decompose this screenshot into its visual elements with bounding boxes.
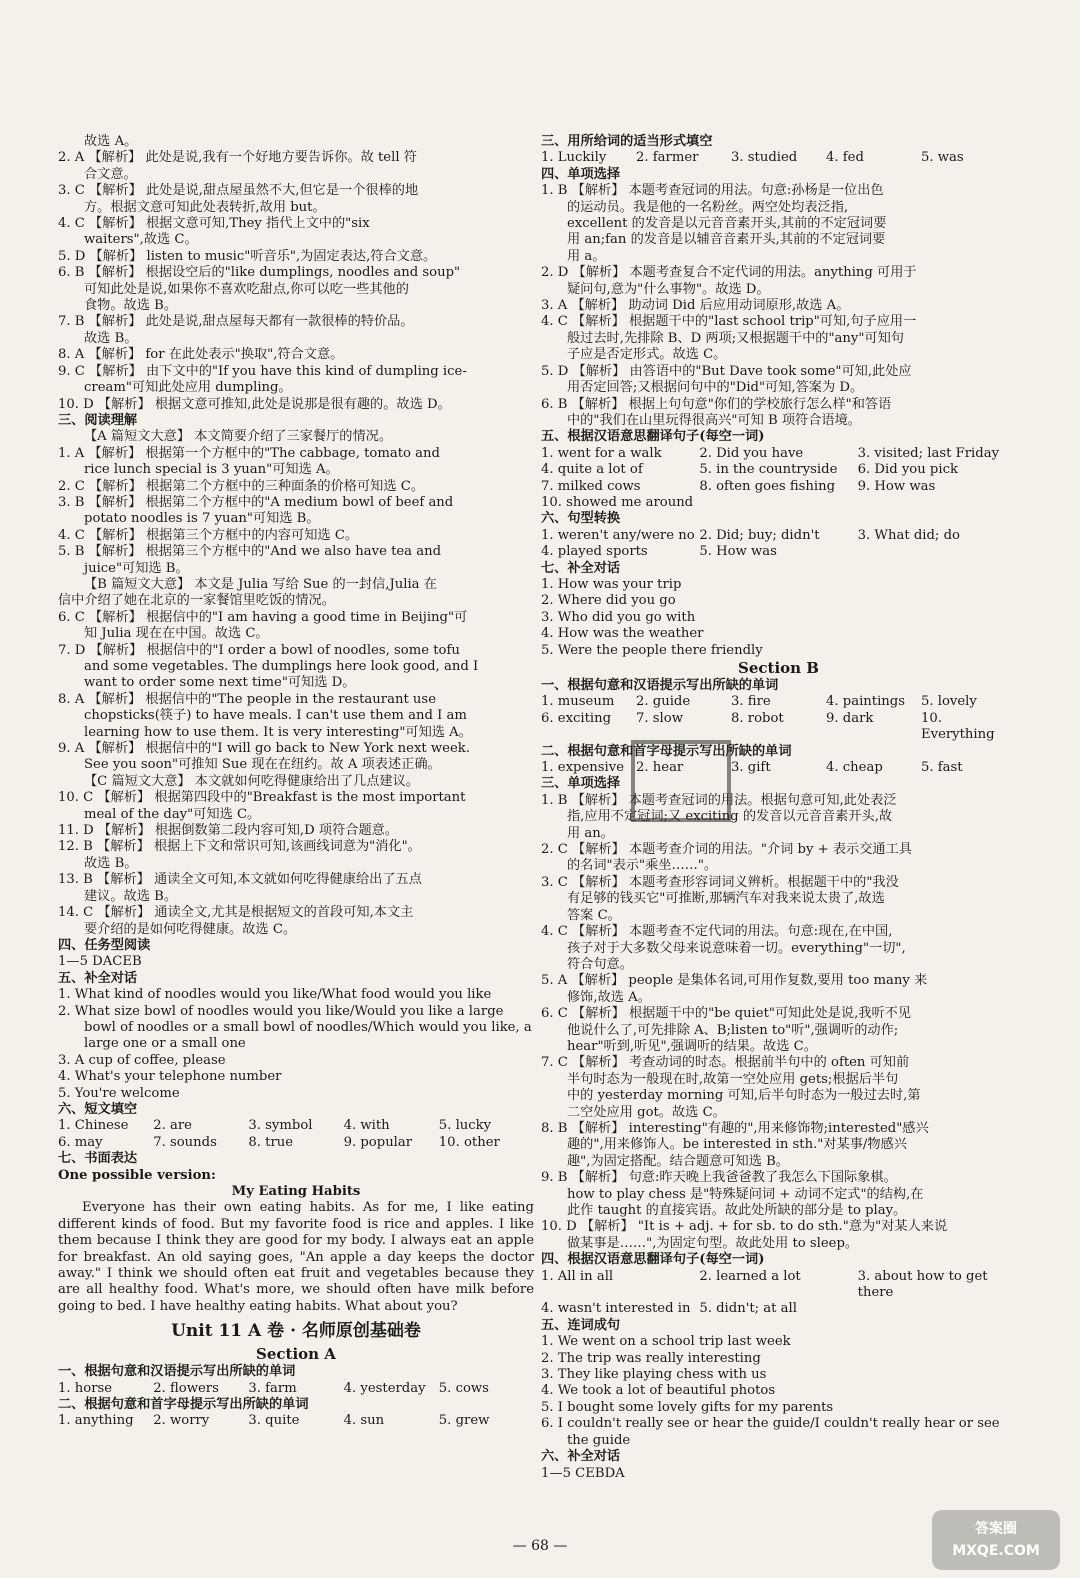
text-line: how to play chess 是"特殊疑问词 + 动词不定式"的结构,在 (567, 1186, 924, 1202)
text-line: 合文意。 (84, 166, 137, 182)
section-heading: 五、根据汉语意思翻译句子(每空一词) (541, 429, 765, 445)
answer: 9. How was (857, 478, 936, 494)
essay-body: Everyone has their own eating habits. As for me, I like eating different kinds of food. But my favorite food is rice and apples. I like them because I think they are good for my body. I always eat an apple for breakfast. An old saying goes, "An apple a day keeps the doctor away." I think we should often eat fruit and vegetables because they are all healthy food. What's more, we should often have milk before going to bed. I have healthy eating habits. What about you? (58, 1200, 534, 1314)
text-line: 4. C 【解析】 根据题干中的"last school trip"可知,句子应用一 (541, 314, 917, 330)
answer: 4. fed (826, 150, 864, 166)
answer: 7. milked cows (541, 478, 641, 494)
section-heading: 一、根据句意和汉语提示写出所缺的单词 (541, 678, 779, 693)
answer-row (58, 1135, 534, 1151)
text-line: 答案 C。 (567, 907, 621, 923)
section-heading: 六、补全对话 (541, 1449, 621, 1465)
answer-row (541, 462, 1016, 478)
answer: 8. often goes fishing (699, 478, 836, 494)
text-line: rice lunch special is 3 yuan"可知选 A。 (84, 462, 339, 478)
text-line: 【C 篇短文大意】 本文就如何吃得健康给出了几点建议。 (84, 773, 419, 789)
answer: 4. paintings (826, 694, 906, 710)
answer: 5. was (921, 150, 964, 166)
text-line: meal of the day"可知选 C。 (84, 806, 261, 822)
text-line: 2. The trip was really interesting (541, 1350, 761, 1366)
answer: 1. horse (58, 1380, 113, 1396)
text-line: 4. We took a lot of beautiful photos (541, 1383, 776, 1399)
answer: 4. wasn't interested in (541, 1301, 691, 1317)
text-line: 符合句意。 (567, 956, 633, 972)
answer: 3. fire (731, 694, 771, 710)
text-line: 要介绍的是如何吃得健康。故选 C。 (84, 921, 297, 937)
text-line: large one or a small one (84, 1036, 246, 1052)
text-line: excellent 的发音是以元音音素开头,其前的不定冠词要 (567, 216, 887, 232)
unit-title: Unit 11 A 卷 · 名师原创基础卷 (171, 1321, 421, 1342)
answer-row (58, 1413, 534, 1429)
text-line: 5. D 【解析】 listen to music"听音乐",为固定表达,符合文意。 (58, 248, 437, 264)
text-line: potato noodles is 7 yuan"可知选 B。 (84, 511, 320, 527)
text-line: One possible version: (58, 1167, 216, 1183)
text-line: 1—5 DACEB (58, 954, 142, 970)
answer: 4. played sports (541, 544, 648, 560)
answer: 1. anything (58, 1413, 134, 1429)
text-line: 14. C 【解析】 通读全文,尤其是根据短文的首段可知,本文主 (58, 905, 414, 921)
answer: 6. may (58, 1134, 103, 1150)
answer-row (541, 544, 1016, 560)
text-line: 3. They like playing chess with us (541, 1367, 767, 1383)
section-heading: 五、连词成句 (541, 1317, 621, 1333)
section-heading: 一、根据句意和汉语提示写出所缺的单词 (58, 1364, 296, 1380)
answer: 5. in the countryside (699, 462, 838, 478)
answer: 1. Chinese (58, 1118, 129, 1134)
text-line: 10. D 【解析】 根据文意可推知,此处是说那是很有趣的。故选 D。 (58, 396, 451, 412)
text-line: 2. C 【解析】 根据第二个方框中的三种面条的价格可知选 C。 (58, 478, 425, 494)
answer: 5. How was (699, 544, 777, 560)
text-line: 用否定回答;又根据问句中的"Did"可知,答案为 D。 (567, 380, 864, 396)
answer: 5. cows (438, 1380, 489, 1396)
answer: 4. quite a lot of (541, 462, 643, 478)
text-line: 的运动员。我是他的一名粉丝。两空处均表泛指, (567, 199, 849, 215)
text-line: 6. C 【解析】 根据题干中的"be quiet"可知此处是说,我听不见 (541, 1006, 912, 1022)
watermark-logo (932, 1510, 1060, 1570)
text-line: 1. What kind of noodles would you like/What food would you like (58, 987, 492, 1003)
text-line: waiters",故选 C。 (84, 232, 198, 248)
section-heading: 三、用所给词的适当形式填空 (541, 134, 713, 149)
answer: 1. expensive (541, 760, 624, 776)
text-line: 食物。故选 B。 (84, 298, 178, 314)
answer: 1. Luckily (541, 150, 607, 166)
text-line: 5. Were the people there friendly (541, 642, 763, 658)
text-line: 2. D 【解析】 本题考查复合不定代词的用法。anything 可用于 (541, 265, 917, 281)
section-heading: 七、补全对话 (541, 560, 621, 576)
text-line: 有足够的钱买它"可推断,那辆汽车对我来说太贵了,故选 (567, 891, 885, 907)
text-line: 10. D 【解析】 "It is + adj. + for sb. to do sth."意为"对某人来说 (541, 1219, 948, 1235)
text-line: 5. D 【解析】 由答语中的"But Dave took some"可知,此处应 (541, 363, 912, 379)
left-column (58, 134, 534, 1430)
answer: 2. guide (636, 694, 691, 710)
answer: 5. didn't; at all (699, 1301, 797, 1317)
section-heading: 七、书面表达 (58, 1151, 138, 1167)
text-line: 建议。故选 B。 (84, 888, 178, 904)
text-line: 方。根据文意可知此处表转折,故用 but。 (84, 199, 326, 215)
page-number: — 68 — (512, 1538, 568, 1554)
section-heading: 三、阅读理解 (58, 412, 138, 428)
section-a-title: Section A (256, 1345, 336, 1364)
text-line: 子应是否定形式。故选 C。 (567, 347, 727, 363)
text-line: bowl of noodles or a small bowl of noodles/Which would you like, a (84, 1019, 532, 1035)
text-line: 1—5 CEBDA (541, 1465, 625, 1481)
answer: 5. grew (438, 1413, 490, 1429)
answer: 9. popular (343, 1134, 413, 1150)
answer-row (58, 1381, 534, 1397)
text-line: 5. I bought some lovely gifts for my parents (541, 1399, 834, 1415)
text-line: 二空处应用 got。故选 C。 (567, 1104, 726, 1120)
section-heading: 四、单项选择 (541, 166, 621, 182)
text-line: 故选 B。 (84, 855, 138, 871)
answer: 2. hear (636, 760, 684, 776)
answer: 6. Did you pick (857, 462, 958, 478)
text-line: 【B 篇短文大意】 本文是 Julia 写给 Sue 的一封信,Julia 在 (84, 576, 437, 592)
text-line: 3. C 【解析】 此处是说,甜点屋虽然不大,但它是一个很棒的地 (58, 183, 419, 199)
section-heading: 四、根据汉语意思翻译句子(每空一词) (541, 1252, 765, 1268)
answer: 3. quite (248, 1413, 300, 1429)
text-line: 中的"我们在山里玩得很高兴"可知 B 项符合语境。 (567, 412, 861, 428)
text-line: learning how to use them. It is very interesting"可知选 A。 (84, 724, 472, 740)
text-line: 6. C 【解析】 根据信中的"I am having a good time in Beijing"可 (58, 609, 468, 625)
text-line: 疑问句,意为"什么事物"。故选 D。 (567, 281, 770, 297)
answer: 6. exciting (541, 710, 612, 726)
text-line: cream"可知此处应用 dumpling。 (84, 380, 292, 396)
answer: 5. lovely (921, 694, 977, 710)
section-heading: 三、单项选择 (541, 776, 621, 792)
essay-title: My Eating Habits (231, 1184, 361, 1199)
stamp-mark (631, 740, 731, 822)
text-line: 9. C 【解析】 由下文中的"If you have this kind of dumpling ice- (58, 363, 467, 379)
text-line: 1. A 【解析】 根据第一个方框中的"The cabbage, tomato and (58, 445, 440, 461)
answer: 4. yesterday (343, 1380, 426, 1396)
text-line: 8. B 【解析】 interesting"有趣的",用来修饰物;interested"感兴 (541, 1120, 929, 1136)
answer-row (541, 694, 1016, 710)
answer: 2. Did you have (699, 445, 804, 461)
text-line: 4. What's your telephone number (58, 1069, 282, 1085)
answer-row (541, 479, 1016, 495)
section-heading: 五、补全对话 (58, 970, 138, 986)
answer: 3. symbol (248, 1118, 313, 1134)
answer: 10. Everything (921, 710, 995, 743)
text-line: 4. C 【解析】 根据第三个方框中的内容可知选 C。 (58, 527, 359, 543)
text-line: 7. B 【解析】 此处是说,甜点屋每天都有一款很棒的特价品。 (58, 314, 414, 330)
answer-row (541, 711, 1016, 744)
section-heading: 四、任务型阅读 (58, 937, 151, 953)
answer: 1. All in all (541, 1268, 614, 1284)
text-line: 1. B 【解析】 本题考查冠词的用法。句意:孙杨是一位出色 (541, 183, 884, 199)
text-line: 5. B 【解析】 根据第三个方框中的"And we also have tea and (58, 544, 442, 560)
text-line: 4. C 【解析】 本题考查不定代词的用法。句意:现在,在中国, (541, 924, 893, 940)
answer (858, 544, 1016, 560)
answer: 2. flowers (153, 1380, 219, 1396)
answer-row (541, 150, 1016, 166)
text-line: want to order some next time"可知选 D。 (84, 675, 356, 691)
answer: 3. gift (731, 760, 771, 776)
text-line: the guide (567, 1432, 631, 1448)
answer: 3. studied (731, 150, 798, 166)
answer: 8. true (248, 1134, 294, 1150)
text-line: 趣的",用来修饰人。be interested in sth."对某事/物感兴 (567, 1137, 907, 1153)
text-line: 7. D 【解析】 根据信中的"I order a bowl of noodles, some tofu (58, 642, 460, 658)
text-line: chopsticks(筷子) to have meals. I can't use them and I am (84, 708, 467, 724)
answer-row (541, 1269, 1016, 1302)
answer: 3. What did; do (857, 527, 960, 543)
text-line: 中的 yesterday morning 可知,后半句时态为一般过去时,第 (567, 1088, 921, 1104)
section-heading: 六、句型转换 (541, 511, 621, 527)
text-line: 2. What size bowl of noodles would you like/Would you like a large (58, 1003, 504, 1019)
section-b-title: Section B (738, 659, 819, 677)
text-line: 4. C 【解析】 根据文意可知,They 指代上文中的"six (58, 216, 370, 232)
answer-row (541, 528, 1016, 544)
text-line: 10. C 【解析】 根据第四段中的"Breakfast is the most important (58, 790, 466, 806)
answer: 5. fast (921, 760, 963, 776)
text-line: 7. C 【解析】 考查动词的时态。根据前半句中的 often 可知前 (541, 1055, 910, 1071)
answer: 5. lucky (438, 1118, 492, 1134)
text-line: 3. A 【解析】 助动词 Did 后应用动词原形,故选 A。 (541, 298, 850, 314)
text-line: 8. A 【解析】 根据信中的"The people in the restaurant use (58, 691, 437, 707)
text-line: 13. B 【解析】 通读全文可知,本文就如何吃得健康给出了五点 (58, 872, 422, 888)
answer: 1. weren't any/were no (541, 527, 695, 543)
answer: 3. farm (248, 1380, 297, 1396)
section-heading: 二、根据句意和首字母提示写出所缺的单词 (541, 743, 792, 759)
answer (858, 1301, 1016, 1317)
text-line: 用 a。 (567, 248, 606, 264)
answer: 2. learned a lot (699, 1268, 801, 1284)
text-line: 半句时态为一般现在时,故第一空处应用 gets;根据后半句 (567, 1071, 899, 1087)
text-line: 故选 A。 (84, 134, 138, 149)
text-line: hear"听到,听见",强调听的结果。故选 C。 (567, 1038, 817, 1054)
text-line: 2. Where did you go (541, 593, 676, 609)
text-line: 孩子对于大多数父母来说意味着一切。everything"一切", (567, 940, 906, 956)
answer: 4. sun (343, 1413, 385, 1429)
answer-row (541, 1301, 1016, 1317)
text-line: 做某事是……",为固定句型。故此处用 to sleep。 (567, 1235, 859, 1251)
section-heading: 六、短文填空 (58, 1101, 138, 1117)
text-line: 知 Julia 现在在中国。故选 C。 (84, 626, 269, 642)
text-line: 2. A 【解析】 此处是说,我有一个好地方要告诉你。故 tell 符 (58, 150, 417, 166)
answer: 7. slow (636, 710, 683, 726)
answer: 4. cheap (826, 760, 883, 776)
text-line: 6. B 【解析】 根据设空后的"like dumplings, noodles and soup" (58, 265, 461, 281)
text-line: 1. We went on a school trip last week (541, 1334, 791, 1350)
answer: 10. other (438, 1134, 500, 1150)
watermark-url: MXQE.COM (952, 1543, 1040, 1559)
text-line: 10. showed me around (541, 494, 694, 510)
text-line: 故选 B。 (84, 330, 138, 346)
answer: 4. with (343, 1118, 390, 1134)
text-line: 用 an;fan 的发音是以辅音音素开头,其前的不定冠词要 (567, 232, 886, 248)
watermark-text: 答案圈 (975, 1521, 1017, 1537)
answer: 9. dark (826, 710, 874, 726)
text-line: 1. B 【解析】 本题考查冠词的用法。根据句意可知,此处表泛 (541, 792, 897, 808)
text-line: 信中介绍了她在北京的一家餐馆里吃饭的情况。 (58, 593, 335, 609)
answer: 2. are (153, 1118, 192, 1134)
text-line: 般过去时,先排除 B、D 两项;又根据题干中的"any"可知句 (567, 330, 904, 346)
answer: 7. sounds (153, 1134, 217, 1150)
text-line: 9. B 【解析】 句意:昨天晚上我爸爸教了我怎么下国际象棋。 (541, 1170, 897, 1186)
text-line: 3. C 【解析】 本题考查形容词词义辨析。根据题干中的"我没 (541, 874, 899, 890)
text-line: 6. I couldn't really see or hear the guide/I couldn't really hear or see (541, 1416, 1000, 1432)
answer: 1. went for a walk (541, 445, 662, 461)
text-line: 11. D 【解析】 根据倒数第二段内容可知,D 项符合题意。 (58, 823, 399, 839)
text-line: 【A 篇短文大意】 本文简要介绍了三家餐厅的情况。 (84, 429, 393, 445)
answer: 2. worry (153, 1413, 210, 1429)
text-line: 5. You're welcome (58, 1085, 180, 1101)
text-line: 此作 taught 的直接宾语。故此处所缺的部分是 to play。 (567, 1203, 907, 1218)
answer: 3. visited; last Friday (857, 445, 1000, 461)
text-line: 4. How was the weather (541, 626, 704, 642)
text-line: 1. How was your trip (541, 576, 682, 592)
text-line: 8. A 【解析】 for 在此处表示"换取",符合文意。 (58, 347, 344, 363)
text-line: 6. B 【解析】 根据上句句意"你们的学校旅行怎么样"和答语 (541, 396, 892, 412)
text-line: 指,应用不定冠词;又 exciting 的发音以元音音素开头,故 (567, 809, 893, 825)
text-line: See you soon"可推知 Sue 现在在纽约。故 A 项表述正确。 (84, 757, 441, 773)
text-line: 的名词"表示"乘坐……"。 (567, 858, 718, 874)
text-line: 3. B 【解析】 根据第二个方框中的"A medium bowl of beef and (58, 494, 454, 510)
answer: 1. museum (541, 694, 615, 710)
answer: 2. Did; buy; didn't (699, 527, 820, 543)
section-heading: 二、根据句意和首字母提示写出所缺的单词 (58, 1397, 309, 1413)
text-line: 他说什么了,可先排除 A、B;listen to"听",强调听的动作; (567, 1022, 899, 1038)
text-line: juice"可知选 B。 (84, 560, 189, 576)
text-line: 3. Who did you go with (541, 609, 696, 625)
text-line: 可知此处是说,如果你不喜欢吃甜点,你可以吃一些其他的 (84, 281, 409, 297)
answer: 8. robot (731, 710, 784, 726)
answer-row (541, 760, 1016, 776)
answer: 2. farmer (636, 150, 699, 166)
text-line: 9. A 【解析】 根据信中的"I will go back to New York next week. (58, 741, 470, 757)
text-line: 修饰,故选 A。 (567, 989, 651, 1005)
text-line: and some vegetables. The dumplings here look good, and I (84, 659, 479, 674)
text-line: 趣",为固定搭配。结合题意可知选 B。 (567, 1153, 789, 1169)
text-line: 5. A 【解析】 people 是集体名词,可用作复数,要用 too many 来 (541, 973, 928, 989)
text-line: 3. A cup of coffee, please (58, 1052, 226, 1068)
right-column (541, 134, 1016, 1482)
text-line: 2. C 【解析】 本题考查介词的用法。"介词 by + 表示交通工具 (541, 842, 912, 858)
answer-row (541, 446, 1016, 462)
text-line: 12. B 【解析】 根据上下文和常识可知,该画线词意为"消化"。 (58, 839, 421, 855)
answer: 3. about how to get there (857, 1268, 988, 1301)
answer-row (58, 1118, 534, 1134)
text-line: 用 an。 (567, 825, 614, 841)
